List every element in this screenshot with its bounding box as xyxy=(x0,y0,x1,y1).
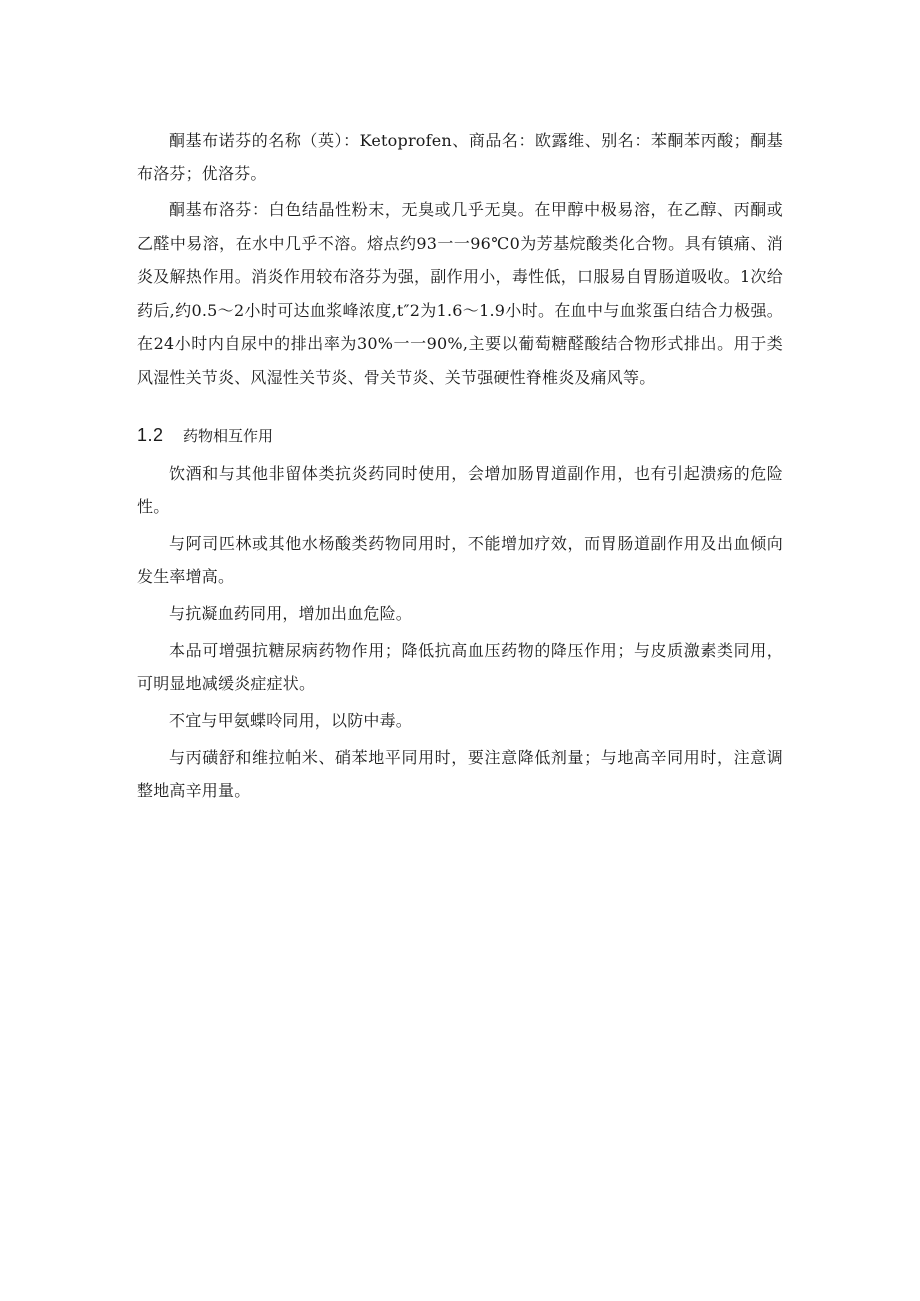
paragraph-interaction-probenecid: 与丙磺舒和维拉帕米、硝苯地平同用时，要注意降低剂量；与地高辛同用时，注意调整地高辛用量。 xyxy=(137,748,783,800)
paragraph-drug-properties: 酮基布洛芬：白色结晶性粉末，无臭或几乎无臭。在甲醇中极易溶，在乙醇、丙酮或乙醛中易溶，在水中几乎不溶。熔点约93一一96℃0为芳基烷酸类化合物。具有镇痛、消炎及解热作用。消炎作用较布洛芬为强，副作用小，毒性低，口服易自胃肠道吸收。1次给药后,约0.5～2小时可达血浆峰浓度,t″2为1.6～1.9小时。在血中与血浆蛋白结合力极强。在24小时内自尿中的排出率为30%一一90%,主要以葡萄糖醛酸结合物形式排出。用于类风湿性关节炎、风湿性关节炎、骨关节炎、关节强硬性脊椎炎及痛风等。 xyxy=(137,200,783,387)
document-page xyxy=(137,124,783,811)
section-heading xyxy=(137,420,783,451)
paragraph-interaction-methotrexate: 不宜与甲氨蝶呤同用，以防中毒。 xyxy=(169,711,413,730)
paragraph-interaction-alcohol: 饮酒和与其他非留体类抗炎药同时使用，会增加肠胃道副作用，也有引起溃疡的危险性。 xyxy=(137,464,783,516)
section-number: 1.2 xyxy=(137,425,164,445)
paragraph-interaction-antidiabetic: 本品可增强抗糖尿病药物作用；降低抗高血压药物的降压作用；与皮质激素类同用，可明显地减缓炎症症状。 xyxy=(137,641,783,693)
section-title: 药物相互作用 xyxy=(183,427,274,445)
paragraph-interaction-anticoagulant: 与抗凝血药同用，增加出血危险。 xyxy=(169,604,413,623)
paragraph-drug-names: 酮基布诺芬的名称（英）：Ketoprofen、商品名：欧露维、别名：苯酮苯丙酸；酮基布洛芬；优洛芬。 xyxy=(137,131,783,183)
paragraph-interaction-aspirin: 与阿司匹林或其他水杨酸类药物同用时，不能增加疗效，而胃肠道副作用及出血倾向发生率增高。 xyxy=(137,534,783,586)
